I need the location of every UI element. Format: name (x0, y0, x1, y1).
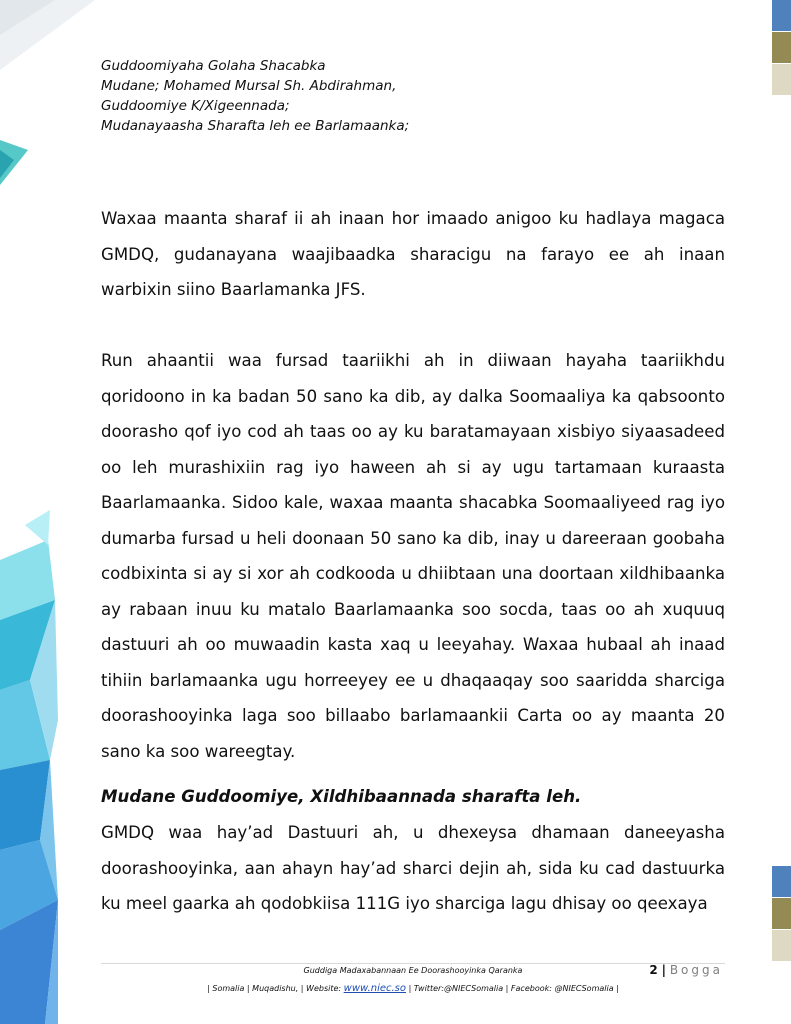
salutation-line: Guddoomiyaha Golaha Shacabka (101, 58, 326, 74)
salutation-block (101, 56, 409, 136)
color-tab-beige-top (772, 64, 791, 95)
page-number-block (649, 963, 723, 977)
footer-org-name: Guddiga Madaxabannaan Ee Doorashooyinka Qaranka (303, 966, 523, 975)
page-word: Bogga (669, 963, 723, 977)
color-tab-blue-bottom (772, 866, 791, 897)
color-tab-olive-bottom (772, 898, 791, 929)
body-paragraph-1: Waxaa maanta sharaf ii ah inaan hor imaado anigoo ku hadlaya magaca GMDQ, gudanayana waajibaadka sharacigu na farayo ee ah inaan warbixin siino Baarlamanka JFS. (101, 209, 725, 299)
salutation-line: Guddoomiye K/Xigeennada; (101, 98, 290, 114)
page-number: 2 (649, 963, 658, 977)
color-tab-blue-top (772, 0, 791, 31)
footer-divider (101, 963, 725, 964)
body-paragraph-3: GMDQ waa hay’ad Dastuuri ah, u dhexeysa dhamaan daneeyasha doorashooyinka, aan ahayn hay’ad sharci dejin ah, sida ku cad dastuurka ku meel gaarka ah qodobkiisa 111G iyo sharciga lagu dhisay oo qeexaya (101, 823, 725, 913)
website-link[interactable]: www.niec.so (343, 983, 407, 994)
section-heading: Mudane Guddoomiye, Xildhibaannada sharafta leh. (101, 787, 582, 806)
footer-contact-suffix: | Twitter:@NIECSomalia | Facebook: @NIECSomalia | (408, 984, 619, 993)
page-separator: | (661, 963, 666, 977)
salutation-line: Mudanayaasha Sharafta leh ee Barlamaanka; (101, 118, 410, 134)
salutation-line: Mudane; Mohamed Mursal Sh. Abdirahman, (101, 78, 397, 94)
color-tab-olive-top (772, 32, 791, 63)
footer-contact-line (101, 983, 725, 994)
color-tab-beige-bottom (772, 930, 791, 961)
body-paragraph-2: Run ahaantii waa fursad taariikhi ah in diiwaan hayaha taariikhdu qoridoono in ka badan 50 sano ka dib, ay dalka Soomaaliya ka qabsoonto doorasho qof iyo cod ah taas oo ay ku baratamayaan xisbiyo siyaasadeed oo leh murashixiin rag iyo haween ah si ay ugu tartamaan kuraasta Baarlamaanka. Sidoo kale, waxaa maanta shacabka Soomaaliyeed rag iyo dumarba fursad u heli doonaan 50 sano ka dib, inay u dareeraan goobaha codbixinta si ay si xor ah codkooda u dhiibtaan una doortaan xildhibaanka ay rabaan inuu ku matalo Baarlamaanka soo socda, taas oo ah xuquuq dastuuri ah oo muwaadin kasta xaq u leeyahay. Waxaa hubaal ah inaad tihiin barlamaanka ugu horreeyey ee u dhaqaaqay soo saaridda sharciga doorashooyinka laga soo billaabo barlamaankii Carta oo ay maanta 20 sano ka soo wareegtay. (101, 351, 725, 761)
footer-contact-prefix: | Somalia | Muqadishu, | Website: (207, 984, 342, 993)
